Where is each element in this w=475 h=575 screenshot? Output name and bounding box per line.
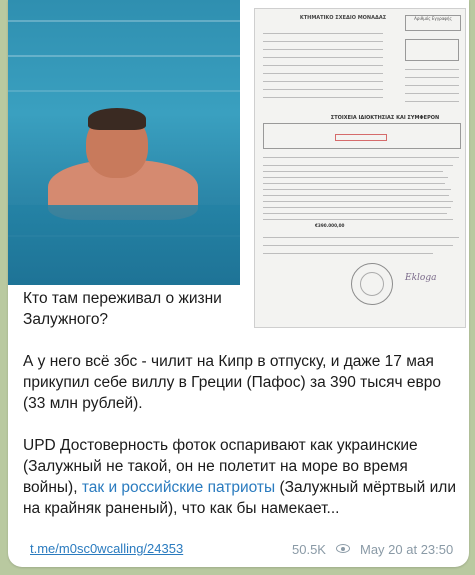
photo-swimmer[interactable]: [8, 0, 240, 285]
post-timestamp: May 20 at 23:50: [360, 542, 454, 557]
views-count: 50.5K: [292, 542, 326, 557]
form-line: [405, 77, 459, 78]
form-line: [263, 177, 448, 178]
form-line: [263, 73, 383, 74]
form-line: [263, 33, 383, 34]
title-deed-document: [254, 8, 466, 328]
form-line: [263, 81, 383, 82]
form-line: [263, 65, 383, 66]
registration-number-box: Αριθμός Εγγραφής: [405, 15, 461, 31]
price-value: €390.000,00: [315, 223, 345, 228]
form-line: [263, 57, 383, 58]
form-line: [263, 237, 459, 238]
form-line: [263, 89, 383, 90]
form-line: [263, 219, 453, 220]
form-line: [263, 41, 383, 42]
form-line: [263, 97, 383, 98]
wave-line: [8, 55, 240, 57]
photo-document[interactable]: [240, 0, 469, 285]
form-line: [405, 101, 459, 102]
form-line: [263, 171, 443, 172]
form-line: [405, 93, 459, 94]
message-bubble: [8, 0, 469, 567]
eye-icon: [336, 544, 350, 553]
patriots-link[interactable]: так и российские патриоты: [81, 479, 276, 496]
post-paragraph-3-text: UPD Достоверность фоток оспаривают как украинские (Залужный не такой, он не полетит на море во время войны),: [23, 437, 418, 496]
post-paragraph-3-tail: (Залужный мёртвый или на крайняк раненый), что как бы намекает...: [23, 479, 456, 517]
form-line: [263, 157, 459, 158]
form-line: [263, 201, 453, 202]
owner-name-highlight: [335, 134, 387, 141]
form-line: [263, 189, 451, 190]
form-line: [263, 165, 453, 166]
wave-line: [8, 20, 240, 22]
post-link[interactable]: t.me/m0sc0wcalling/24353: [30, 541, 184, 556]
post-paragraph-1: Кто там переживал о жизни Залужного?: [23, 290, 222, 328]
post-footer: [30, 539, 462, 559]
ownership-section-title: ΣΤΟΙΧΕΙΑ ΙΔΙΟΚΤΗΣΙΑΣ ΚΑΙ ΣΥΜΦΕΡΟΝ: [330, 115, 440, 121]
signature: Ekloga: [405, 273, 437, 283]
swimmer-hair: [88, 108, 146, 130]
post-text: [23, 288, 463, 540]
document-code-box: [405, 39, 459, 61]
form-line: [263, 207, 451, 208]
water-surface: [8, 205, 240, 285]
form-line: [263, 49, 383, 50]
document-title: ΚΤΗΜΑΤΙΚΟ ΣΧΕΔΙΟ ΜΟΝΑΔΑΣ: [299, 15, 387, 21]
form-line: [263, 183, 445, 184]
form-line: [405, 69, 459, 70]
wave-line: [8, 90, 240, 92]
form-line: [263, 195, 449, 196]
form-line: [263, 213, 447, 214]
form-line: [405, 85, 459, 86]
post-paragraph-3: [23, 435, 463, 519]
form-line: [263, 253, 433, 254]
form-line: [263, 245, 453, 246]
post-paragraph-2: А у него всё збс - чилит на Кипр в отпуску, и даже 17 мая прикупил себе виллу в Греции (Пафос) за 390 тысяч евро (33 млн рублей).: [23, 353, 442, 412]
